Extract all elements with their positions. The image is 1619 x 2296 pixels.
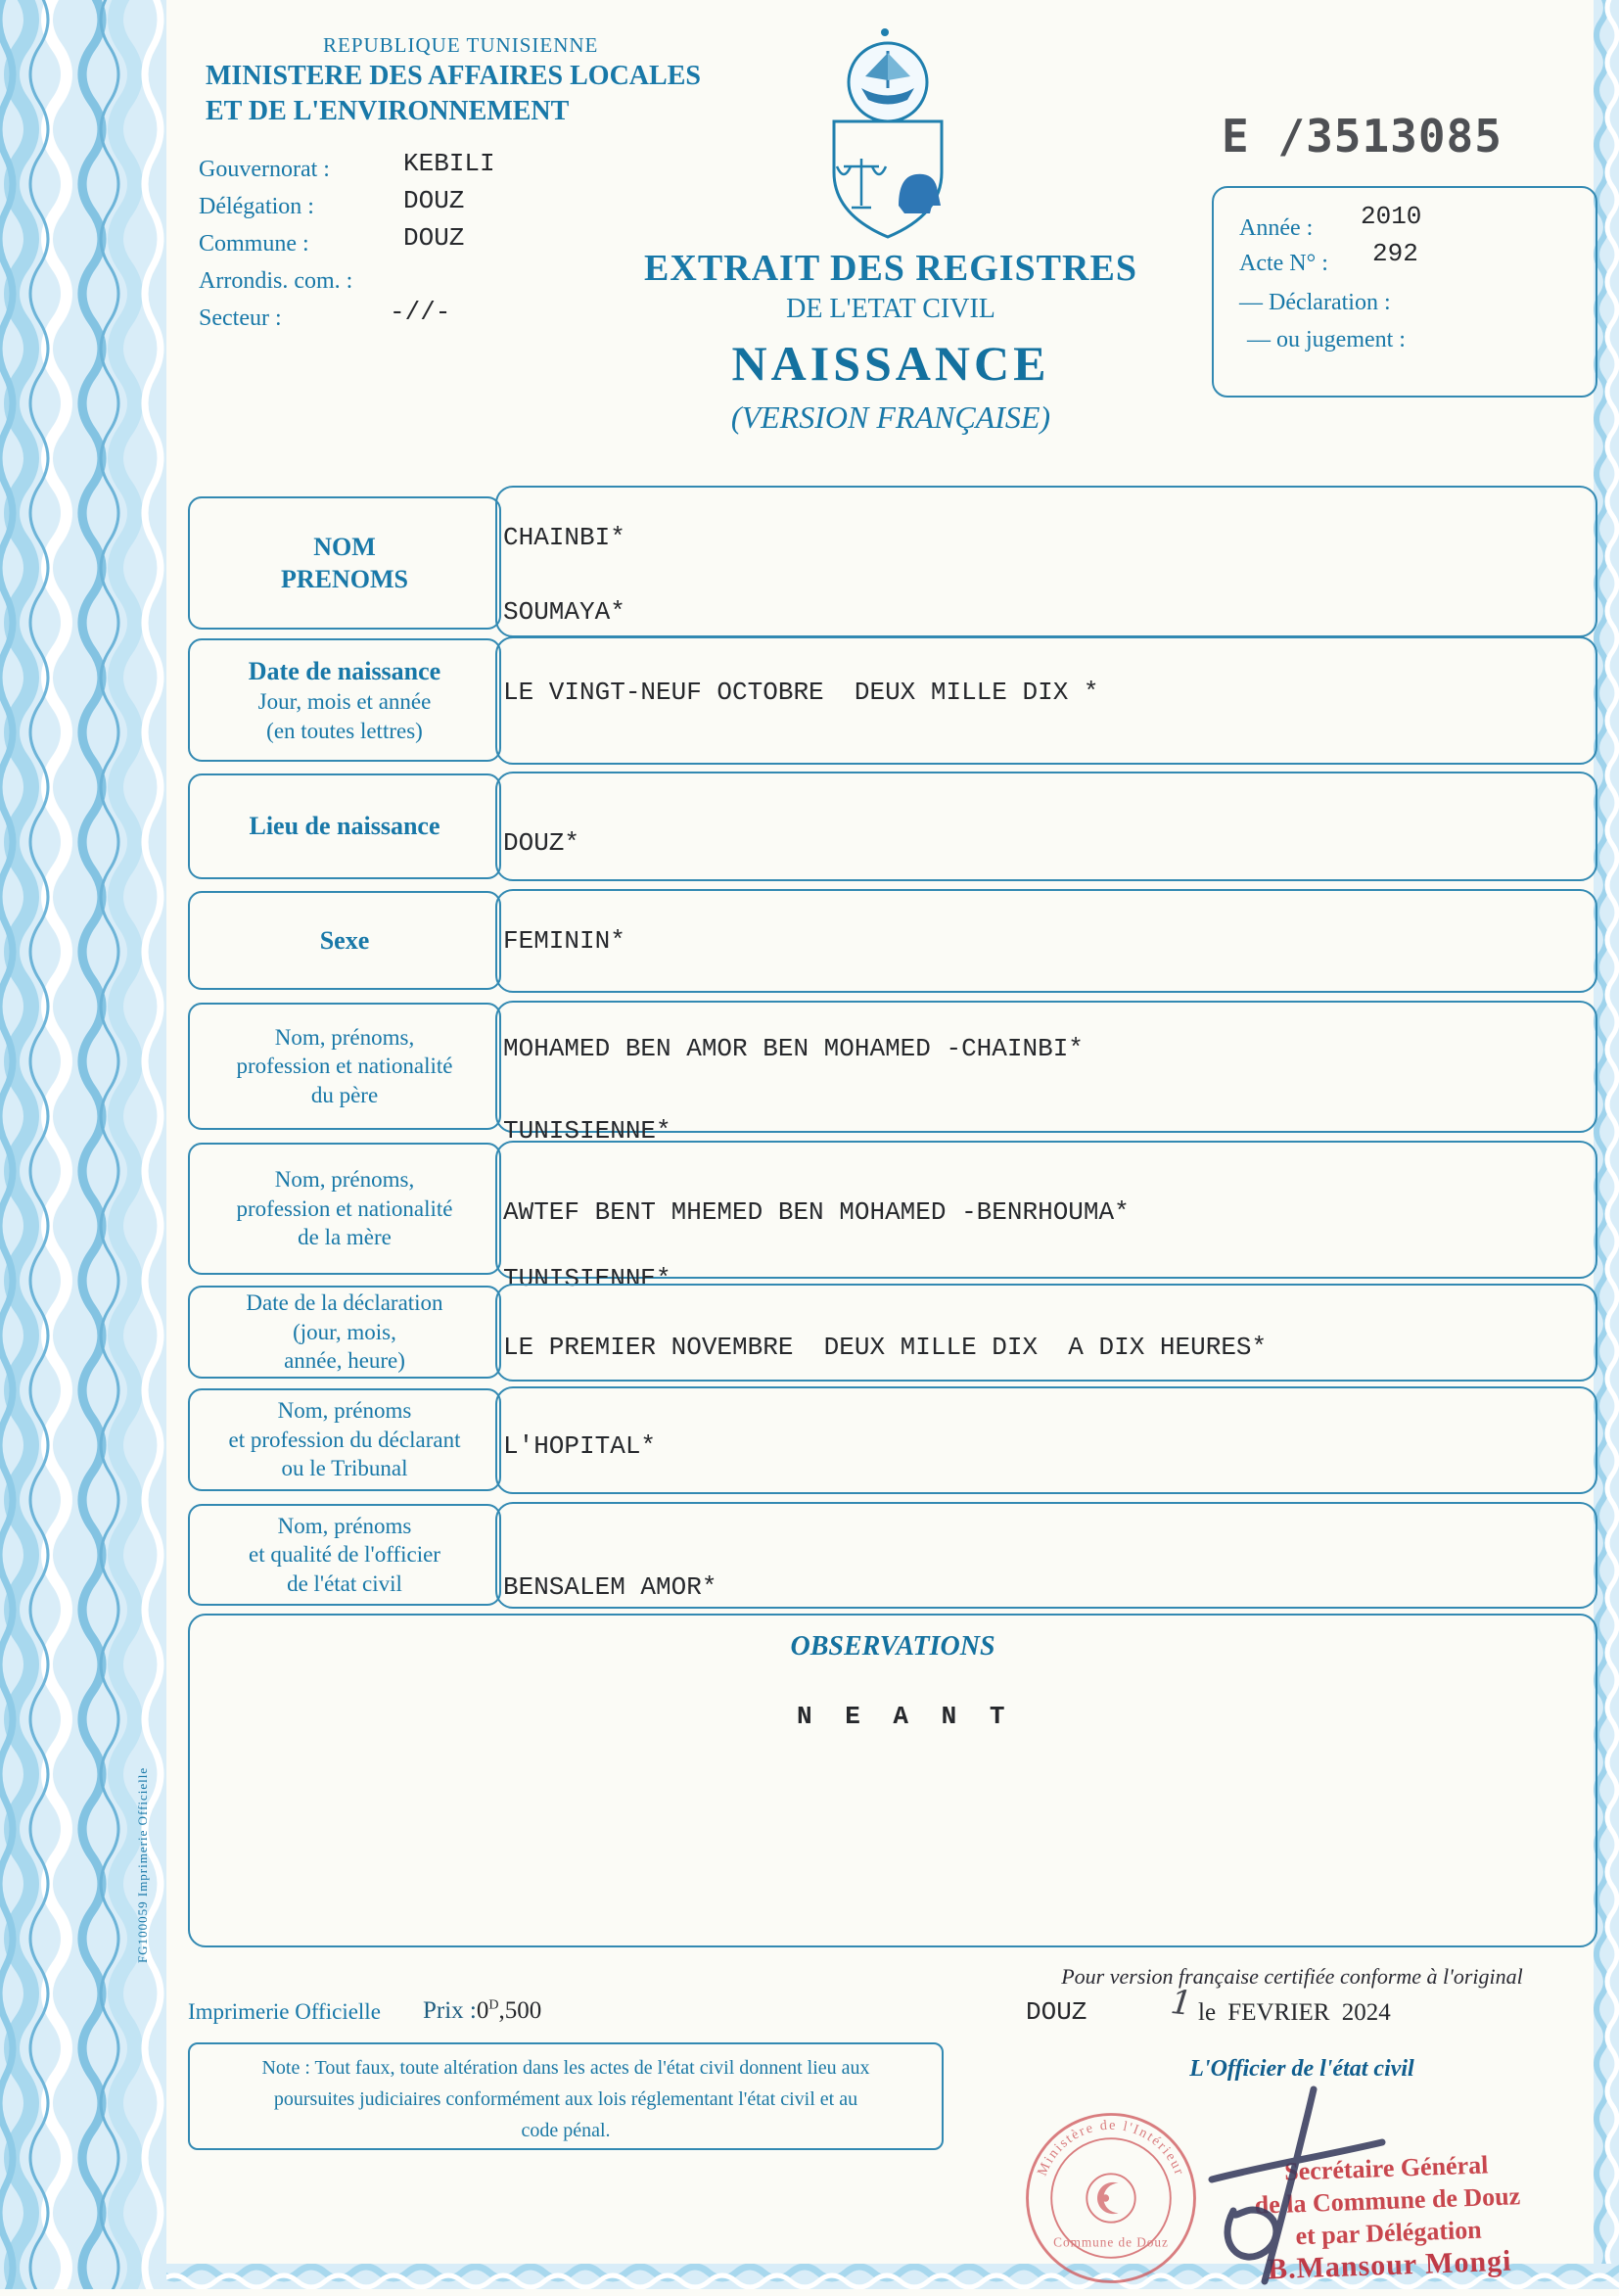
field-label-nom-prenoms xyxy=(188,496,501,630)
field-value-nom-prenoms xyxy=(495,486,1597,637)
ministry-line-1: MINISTERE DES AFFAIRES LOCALES xyxy=(206,61,701,91)
seal-top-text: Ministère de l'Intérieur xyxy=(1034,2117,1188,2179)
imprimerie-officielle-label: Imprimerie Officielle xyxy=(188,1999,381,2024)
label-line: profession et nationalité xyxy=(236,1195,453,1221)
value-line: CHAINBI* xyxy=(503,523,625,552)
value-line: DOUZ* xyxy=(503,828,580,858)
field-value-mere xyxy=(495,1141,1597,1293)
declaration-label: — Déclaration : xyxy=(1239,290,1391,315)
note-line: poursuites judiciaires conformément aux lois réglementant l'état civil et au xyxy=(273,2088,858,2110)
value-line: LE VINGT-NEUF OCTOBRE DEUX MILLE DIX * xyxy=(503,678,1099,707)
annee-label: Année : xyxy=(1239,215,1314,241)
delegation-label: Délégation : xyxy=(199,194,314,219)
secteur-value: -//- xyxy=(390,298,451,327)
note-line: Note : Tout faux, toute altération dans les actes de l'état civil donnent lieu aux xyxy=(261,2057,870,2079)
gouvernorat-value: KEBILI xyxy=(403,149,495,178)
prix-dec: ,500 xyxy=(498,1997,542,2024)
value-line: SOUMAYA* xyxy=(503,597,625,627)
value-line: BENSALEM AMOR* xyxy=(503,1572,717,1602)
document-title-naissance: NAISSANCE xyxy=(731,336,1050,391)
field-label-officier xyxy=(188,1504,501,1606)
observations-title: OBSERVATIONS xyxy=(790,1631,995,1662)
label-line: Lieu de naissance xyxy=(249,812,440,841)
certification-statement: Pour version française certifiée conforme à l'original xyxy=(1061,1964,1523,1989)
label-line: profession et nationalité xyxy=(236,1054,453,1079)
field-value-date-naissance xyxy=(495,636,1597,765)
label-line: Date de la déclaration xyxy=(246,1290,443,1316)
print-reference-vertical: FG100059 Imprimerie Officielle xyxy=(135,1766,150,1963)
handwritten-day: 1 xyxy=(1168,1982,1194,2025)
field-value-lieu-naissance xyxy=(495,772,1597,881)
label-line: du père xyxy=(310,1082,379,1107)
gouvernorat-label: Gouvernorat : xyxy=(199,157,330,182)
field-value-date-declaration xyxy=(495,1284,1597,1382)
field-value-sexe xyxy=(495,889,1597,993)
commune-seal-stamp-icon xyxy=(1018,2105,1204,2296)
observations-box xyxy=(188,1614,1597,1947)
field-value-declarant xyxy=(495,1386,1597,1494)
label-line: de l'état civil xyxy=(287,1570,402,1596)
label-line: (en toutes lettres) xyxy=(266,718,423,743)
value-line: L'HOPITAL* xyxy=(503,1431,657,1461)
label-line: (jour, mois, xyxy=(293,1319,396,1344)
prix-sup: D xyxy=(488,1997,499,2013)
label-line: année, heure) xyxy=(284,1348,405,1374)
field-label-sexe xyxy=(188,891,501,990)
field-value-pere xyxy=(495,1001,1597,1146)
stamp-line: et par Délégation xyxy=(1295,2215,1483,2251)
field-label-date-declaration xyxy=(188,1286,501,1379)
acte-num-value: 292 xyxy=(1372,239,1418,268)
label-line: et qualité de l'officier xyxy=(249,1542,440,1568)
signature-scribble-icon xyxy=(1204,2085,1390,2291)
certification-place: DOUZ xyxy=(1026,1997,1087,2027)
label-line: Nom, prénoms, xyxy=(274,1024,415,1050)
label-line: PRENOMS xyxy=(281,565,408,593)
label-line: Nom, prénoms, xyxy=(274,1167,415,1193)
field-label-declarant xyxy=(188,1388,501,1491)
secteur-label: Secteur : xyxy=(199,305,282,331)
document-title-line2: DE L'ETAT CIVIL xyxy=(786,294,995,324)
label-line: Nom, prénoms xyxy=(277,1513,412,1538)
label-line: NOM xyxy=(313,532,376,561)
stamp-signatory-name: B.Mansour Mongi xyxy=(1267,2244,1512,2286)
value-line: TUNISIENNE* xyxy=(503,1116,671,1146)
field-label-mere xyxy=(188,1143,501,1275)
value-line: LE PREMIER NOVEMBRE DEUX MILLE DIX A DIX HEURES* xyxy=(503,1333,1268,1362)
republic-heading: REPUBLIQUE TUNISIENNE xyxy=(323,33,599,57)
seal-bottom-text: Commune de Douz xyxy=(1053,2234,1169,2250)
tunisia-coat-of-arms-icon xyxy=(805,12,971,250)
label-line: et profession du déclarant xyxy=(228,1427,461,1452)
label-line: Sexe xyxy=(319,925,370,955)
document-title-version: (VERSION FRANÇAISE) xyxy=(730,399,1051,435)
field-label-lieu-naissance xyxy=(188,773,501,879)
value-line: FEMININ* xyxy=(503,926,625,956)
value-line: TUNISIENNE* xyxy=(503,1264,671,1293)
value-line: AWTEF BENT MHEMED BEN MOHAMED -BENRHOUMA* xyxy=(503,1197,1130,1227)
note-line: code pénal. xyxy=(521,2120,611,2141)
field-label-pere xyxy=(188,1003,501,1130)
label-line: ou le Tribunal xyxy=(281,1456,408,1481)
commune-value: DOUZ xyxy=(403,223,465,253)
prix-label: Prix : xyxy=(423,1997,477,2024)
serial-number: E /3513085 xyxy=(1222,110,1503,163)
svg-text:Ministère de l'Intérieur xyxy=(1035,2118,1187,2179)
field-label-date-naissance xyxy=(188,638,501,762)
field-value-officier xyxy=(495,1502,1597,1609)
label-line: Nom, prénoms xyxy=(277,1398,412,1424)
delegation-value: DOUZ xyxy=(403,186,465,215)
ministry-line-2: ET DE L'ENVIRONNEMENT xyxy=(206,96,570,126)
label-line: Jour, mois et année xyxy=(257,689,432,715)
certification-date: le FEVRIER 2024 xyxy=(1198,1999,1391,2026)
act-reference-box xyxy=(1212,186,1597,398)
observations-content: N E A N T xyxy=(797,1702,1007,1731)
label-line: Date de naissance xyxy=(248,656,441,685)
label-line: de la mère xyxy=(298,1225,392,1250)
jugement-label: — ou jugement : xyxy=(1247,327,1406,352)
document-title-line1: EXTRAIT DES REGISTRES xyxy=(644,248,1137,289)
value-line: MOHAMED BEN AMOR BEN MOHAMED -CHAINBI* xyxy=(503,1034,1084,1063)
acte-num-label: Acte N° : xyxy=(1239,251,1328,276)
stamp-line: Secrétaire Général xyxy=(1283,2150,1489,2186)
annee-value: 2010 xyxy=(1361,202,1422,231)
officier-etat-civil-caption: L'Officier de l'état civil xyxy=(1189,2056,1414,2082)
prix-line xyxy=(423,1997,541,2025)
legal-note-box xyxy=(188,2042,944,2150)
prix-int: 0 xyxy=(476,1997,489,2024)
commune-label: Commune : xyxy=(199,231,309,257)
arrondis-label: Arrondis. com. : xyxy=(199,268,353,294)
stamp-line: de la Commune de Douz xyxy=(1254,2181,1521,2220)
